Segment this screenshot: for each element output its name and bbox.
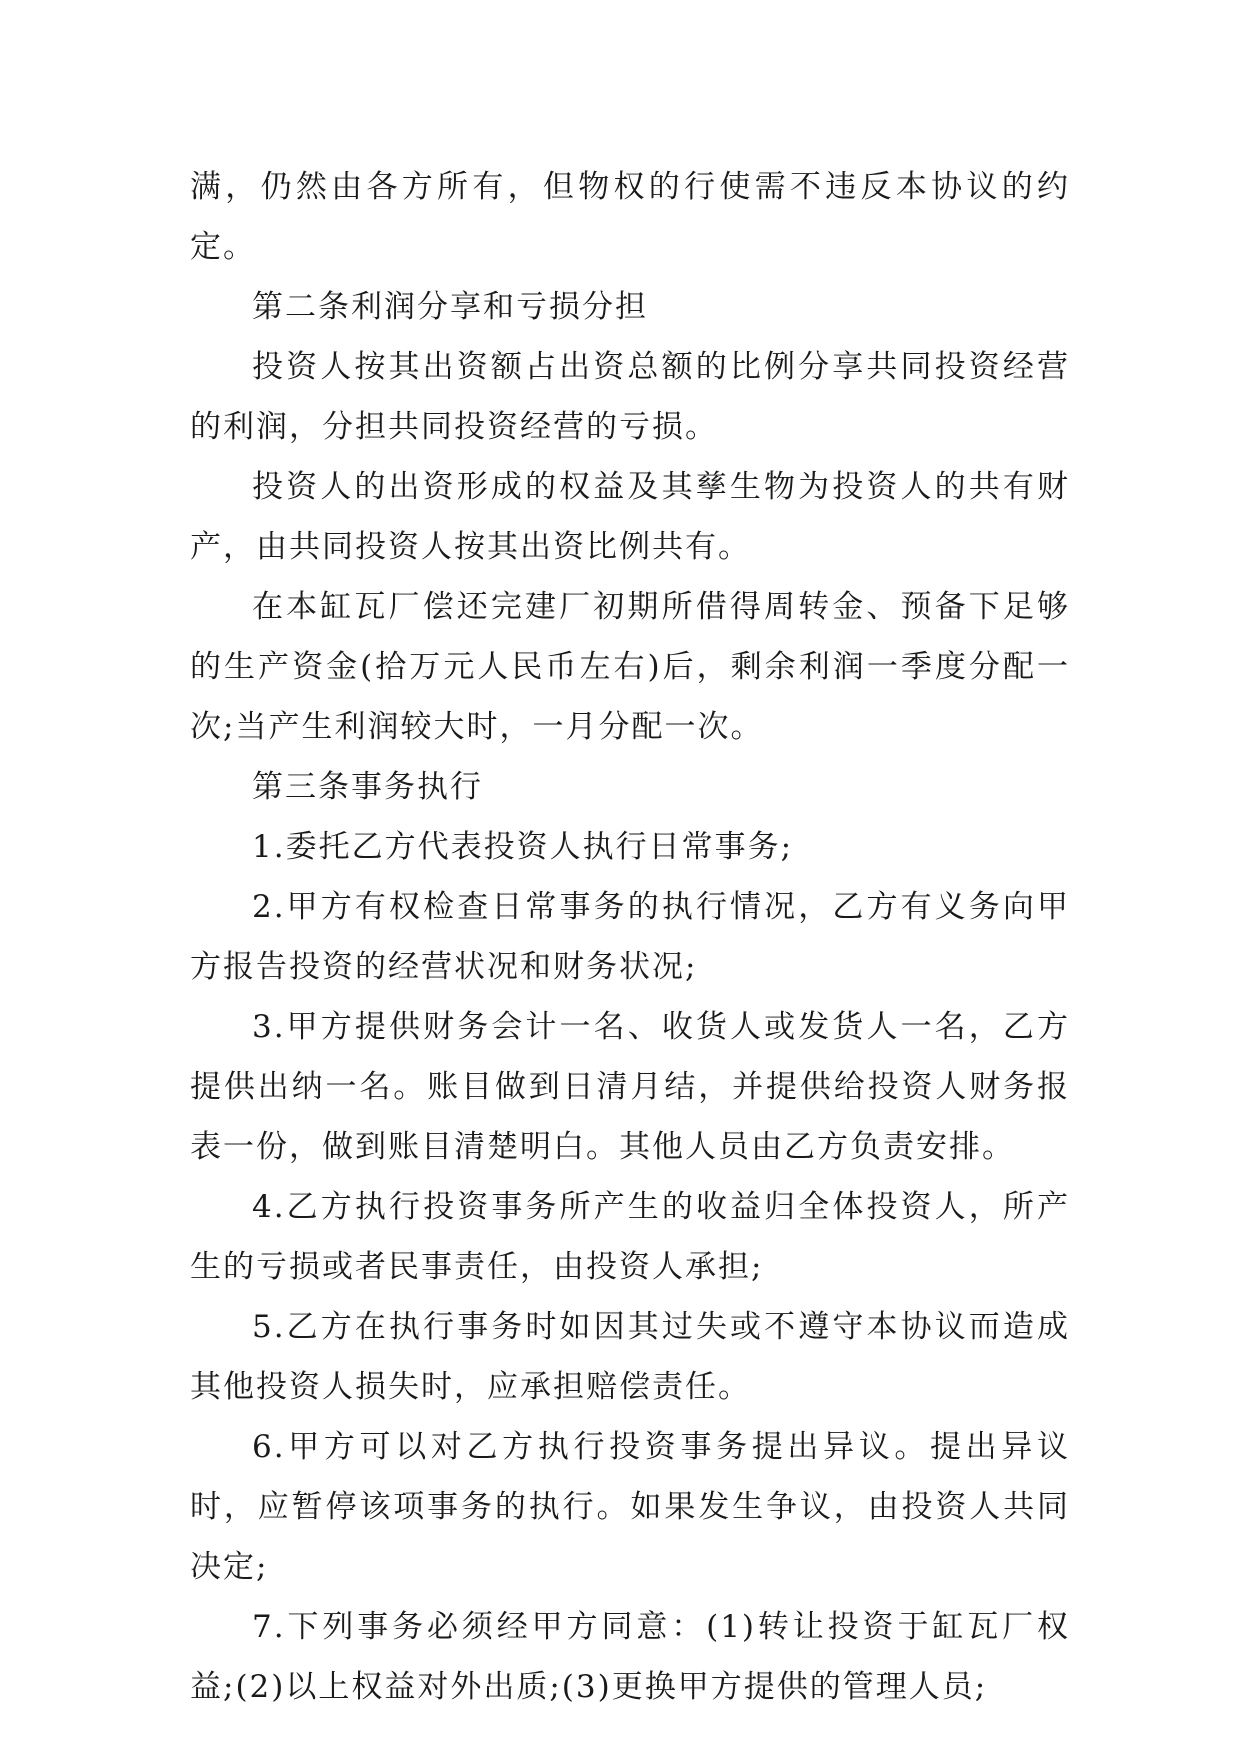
article-2-heading: 第二条利润分享和亏损分担 [252,289,648,325]
clause-3: 3.甲方提供财务会计一名、收货人或发货人一名，乙方提供出纳一名。账目做到日清月结，并提供给投资人财务报表一份，做到账目清楚明白。其他人员由乙方负责安排。 [190,1009,1070,1165]
paragraph-continuation: 满，仍然由各方所有，但物权的行使需不违反本协议的约定。 [190,169,1070,265]
paragraph-profit-sharing: 投资人按其出资额占出资总额的比例分享共同投资经营的利润，分担共同投资经营的亏损。 [190,349,1070,445]
paragraph-profit-distribution: 在本缸瓦厂偿还完建厂初期所借得周转金、预备下足够的生产资金(拾万元人民币左右)后，剩余利润一季度分配一次;当产生利润较大时，一月分配一次。 [190,589,1070,745]
clause-1: 1.委托乙方代表投资人执行日常事务; [252,829,794,865]
clause-7: 7.下列事务必须经甲方同意：(1)转让投资于缸瓦厂权益;(2)以上权益对外出质;(3)更换甲方提供的管理人员; [190,1609,1070,1705]
clause-2: 2.甲方有权检查日常事务的执行情况，乙方有义务向甲方报告投资的经营状况和财务状况; [190,889,1070,985]
article-3-heading: 第三条事务执行 [252,769,483,805]
clause-5: 5.乙方在执行事务时如因其过失或不遵守本协议而造成其他投资人损失时，应承担赔偿责任。 [190,1309,1070,1405]
clause-6: 6.甲方可以对乙方执行投资事务提出异议。提出异议时，应暂停该项事务的执行。如果发生争议，由投资人共同决定; [190,1429,1070,1585]
clause-4: 4.乙方执行投资事务所产生的收益归全体投资人，所产生的亏损或者民事责任，由投资人承担; [190,1189,1070,1285]
document-body [190,157,1070,1717]
paragraph-common-property: 投资人的出资形成的权益及其孳生物为投资人的共有财产，由共同投资人按其出资比例共有。 [190,469,1070,565]
